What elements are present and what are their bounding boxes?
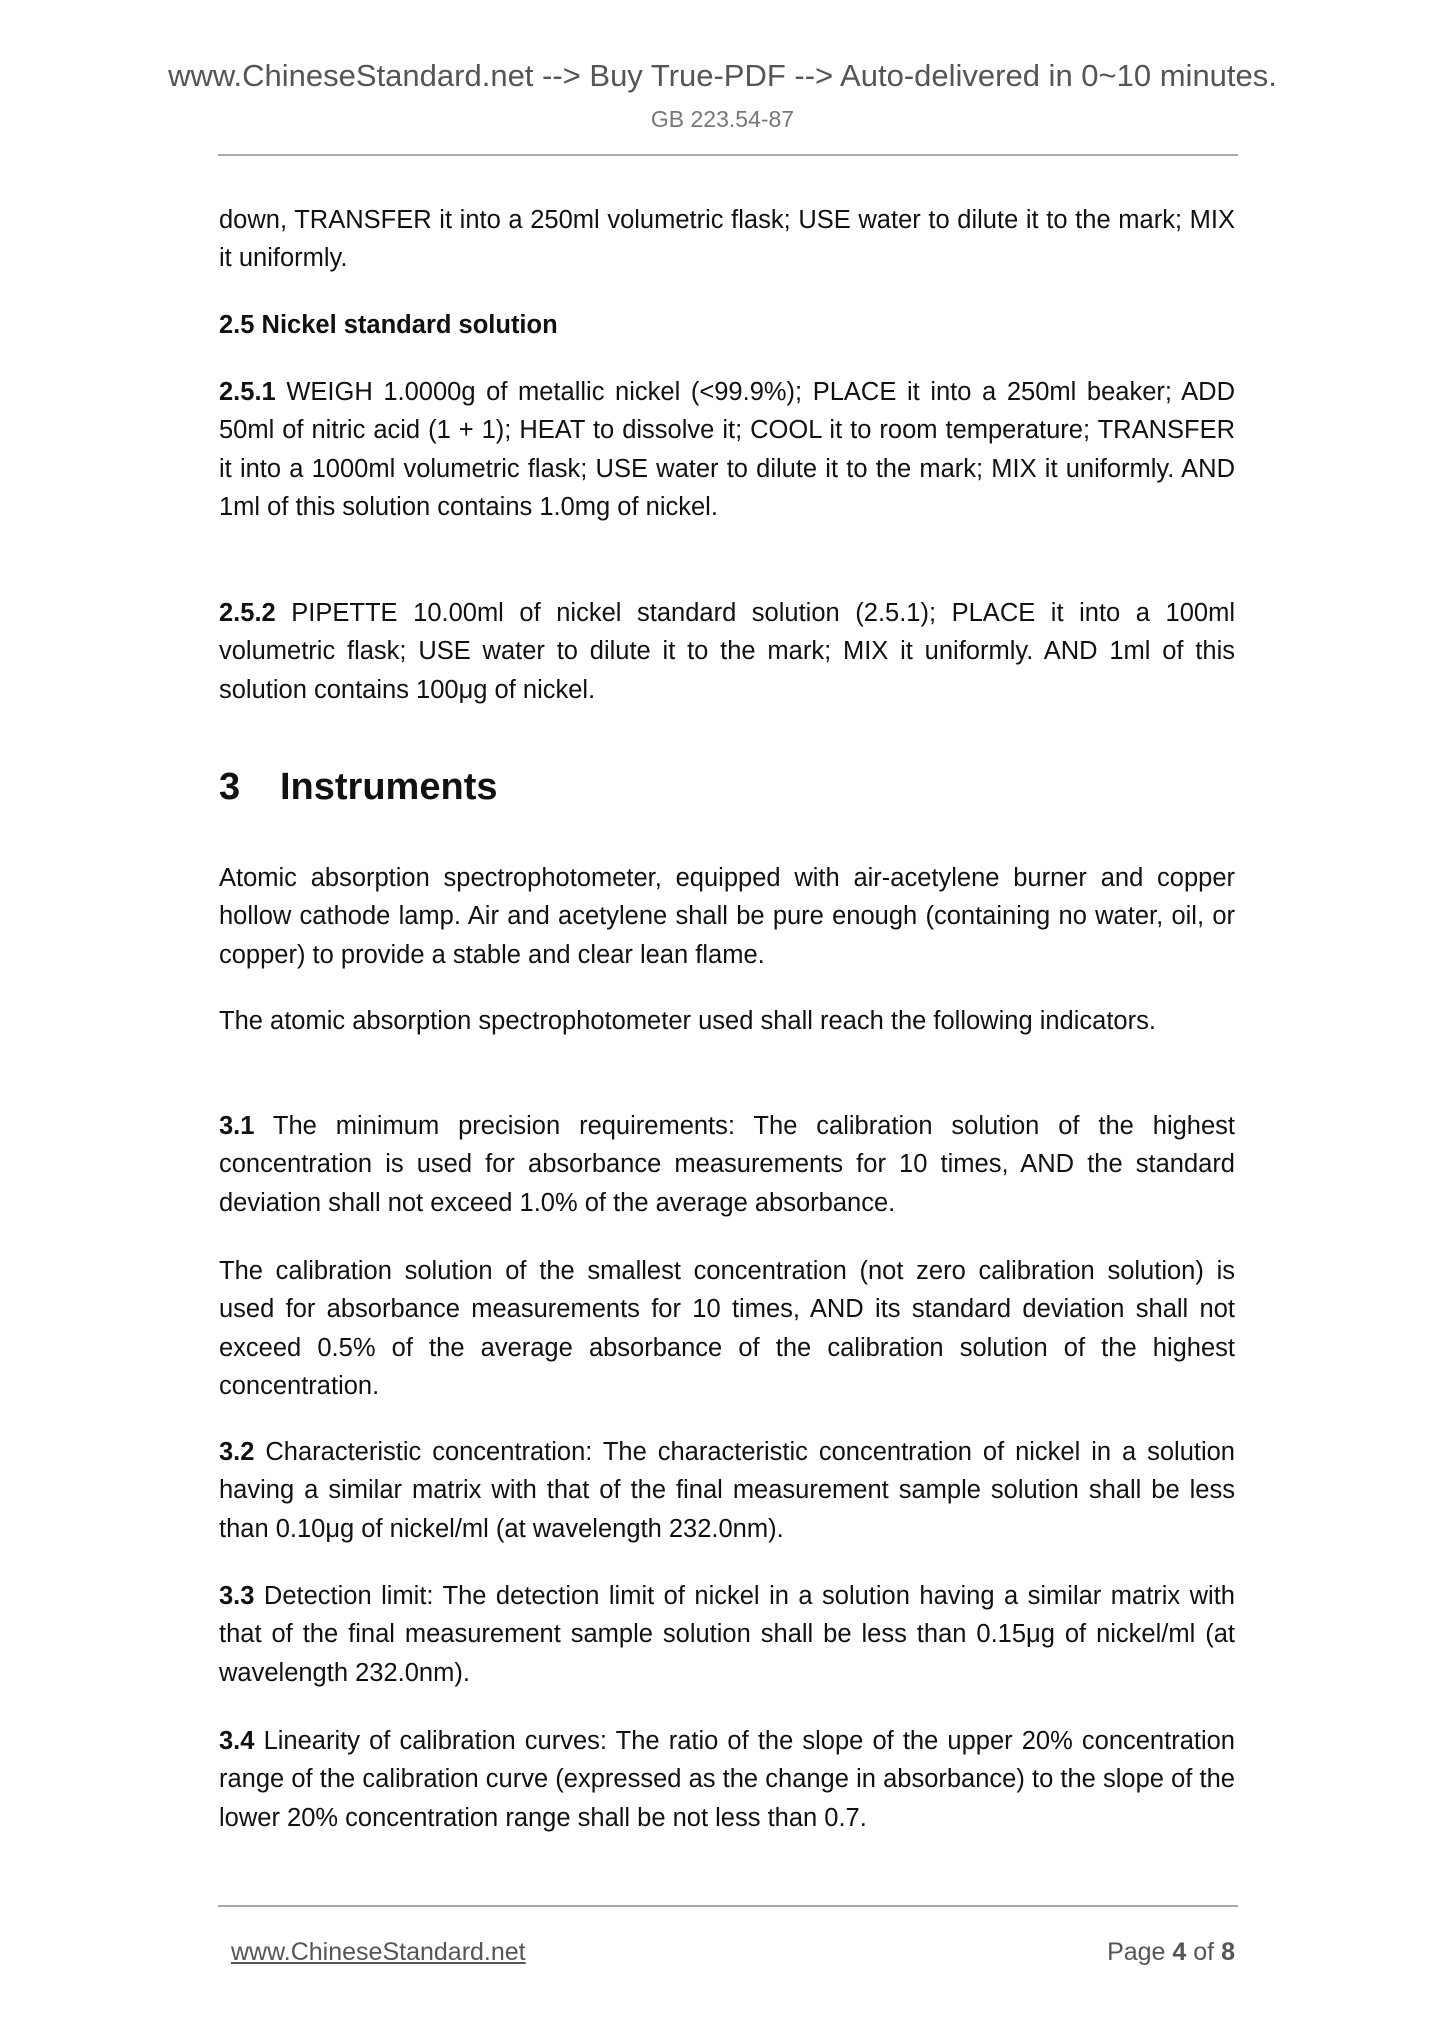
paragraph-3-2: [219, 1433, 1235, 1548]
clause-number: 2.5.1: [219, 378, 276, 406]
clause-text: WEIGH 1.0000g of metallic nickel (<99.9%); PLACE it into a 250ml beaker; ADD 50ml of nitric acid (1 + 1); HEAT to dissolve it; COOL it to room temperature; TRANSFER it into a 1000ml volumetric flask; USE water to dilute it to the mark; MIX it uniformly. AND 1ml of this solution contains 1.0mg of nickel.: [219, 378, 1235, 521]
clause-text: PIPETTE 10.00ml of nickel standard solution (2.5.1); PLACE it into a 100ml volumetric flask; USE water to dilute it to the mark; MIX it uniformly. AND 1ml of this solution contains 100μg of nickel.: [219, 599, 1235, 704]
section-title: Instruments: [280, 766, 498, 808]
paragraph-3-3: [219, 1577, 1235, 1692]
clause-text: The minimum precision requirements: The calibration solution of the highest concentration is used for absorbance measurements for 10 times, AND the standard deviation shall not exceed 1.0% of the average absorbance.: [219, 1112, 1236, 1217]
section-heading-2-5: 2.5 Nickel standard solution: [219, 311, 558, 339]
clause-number: 3.3: [219, 1582, 255, 1610]
paragraph-2-5-2: [219, 594, 1235, 709]
clause-text: Linearity of calibration curves: The ratio of the slope of the upper 20% concentration range of the calibration curve (expressed as the change in absorbance) to the slope of the lower 20% concentration range shall be not less than 0.7.: [219, 1727, 1235, 1832]
header-banner: www.ChineseStandard.net --> Buy True-PDF --> Auto-delivered in 0~10 minutes.: [168, 58, 1277, 93]
page-of-label: of: [1193, 1938, 1215, 1966]
page-indicator: [1107, 1938, 1235, 1967]
paragraph-3-4: [219, 1722, 1235, 1837]
footer-website-link[interactable]: www.ChineseStandard.net: [231, 1938, 526, 1966]
document-id: GB 223.54-87: [650, 106, 795, 132]
header-divider: [218, 154, 1238, 156]
page-current: 4: [1172, 1938, 1187, 1966]
clause-number: 2.5.2: [219, 599, 276, 627]
paragraph-indicators: The atomic absorption spectrophotometer used shall reach the following indicators.: [219, 1007, 1156, 1035]
clause-text: Detection limit: The detection limit of nickel in a solution having a similar matrix with that of the final measurement sample solution shall be less than 0.15μg of nickel/ml (at wavelength 232.0nm).: [219, 1582, 1235, 1687]
paragraph-instruments: Atomic absorption spectrophotometer, equipped with air-acetylene burner and copper hollow cathode lamp. Air and acetylene shall be pure enough (containing no water, oil, or copper) to provide a stable and clear lean flame.: [219, 864, 1235, 969]
paragraph-continued: down, TRANSFER it into a 250ml volumetric flask; USE water to dilute it to the mark; MIX it uniformly.: [219, 206, 1235, 273]
section-number: 3: [219, 766, 241, 808]
clause-number: 3.2: [219, 1438, 255, 1466]
paragraph-3-1: [219, 1107, 1235, 1222]
clause-number: 3.4: [219, 1727, 255, 1755]
section-heading-3: [219, 766, 497, 809]
page-total: 8: [1221, 1938, 1235, 1966]
paragraph-3-1-b: The calibration solution of the smallest concentration (not zero calibration solution) is used for absorbance measurements for 10 times, AND its standard deviation shall not exceed 0.5% of the average absorbance of the calibration solution of the highest concentration.: [219, 1257, 1235, 1400]
clause-number: 3.1: [219, 1112, 255, 1140]
page-label: Page: [1107, 1938, 1166, 1966]
clause-text: Characteristic concentration: The characteristic concentration of nickel in a solution having a similar matrix with that of the final measurement sample solution shall be less than 0.10μg of nickel/ml (at wavelength 232.0nm).: [219, 1438, 1235, 1543]
paragraph-2-5-1: [219, 373, 1235, 526]
footer-divider: [218, 1905, 1238, 1907]
